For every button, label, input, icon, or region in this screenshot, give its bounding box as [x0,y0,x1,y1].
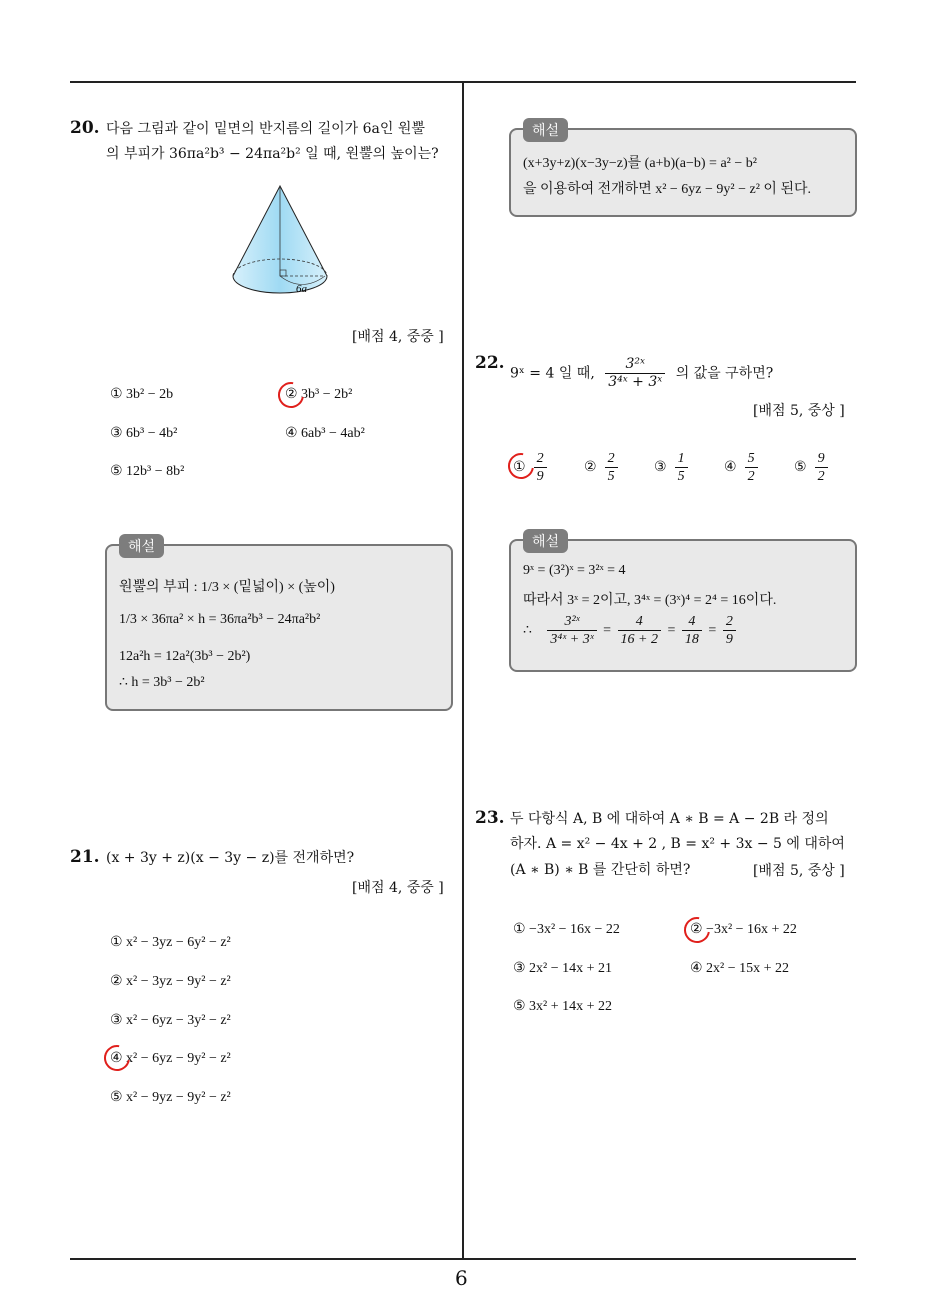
q21-text: (x + 3y + z)(x − 3y − z)를 전개하면? [106,850,355,866]
q22-fraction-den: 3⁴ˣ + 3ˣ [608,374,663,390]
solution-tag: 해설 [523,118,568,142]
solution-line: 12a²h = 12a²(3b³ − 2b²) [119,649,251,664]
q20-text-line2: 의 부피가 36πa²b³ − 24πa²b² 일 때, 원뿔의 높이는? [106,146,439,162]
cone-figure [225,180,335,305]
q22-text [510,356,773,391]
q22-option-1[interactable]: ① $\frac{2}{9}$ [513,450,547,485]
q22-solution-box [509,534,857,672]
solution-line: 을 이용하여 전개하면 x² − 6yz − 9y² − z² 이 된다. [523,182,811,197]
solution-tag: 해설 [523,529,568,553]
solution-line: (x+3y+z)(x−3y−z)를 (a+b)(a−b) = a² − b² [523,156,757,171]
q20-meta: [배점 4, 중중 ] [352,329,444,345]
q21-option-1[interactable]: ① x² − 3yz − 6y² − z² [110,935,231,950]
answer-mark [99,1040,135,1076]
answer-mark [273,377,309,413]
q23-option-5[interactable]: ⑤ 3x² + 14x + 22 [513,999,613,1014]
q23-option-4[interactable]: ④ 2x² − 15x + 22 [690,961,790,976]
q20-option-5[interactable]: ⑤ 12b³ − 8b² [110,464,185,479]
q20-number: 20. [70,118,100,138]
solution-line: 9ˣ = (3²)ˣ = 3²ˣ = 4 [523,563,626,578]
q22-option-5[interactable]: ⑤ $\frac{9}{2}$ [794,450,828,485]
q21-number: 21. [70,847,100,867]
q20-text-line1: 다음 그림과 같이 밑면의 반지름의 길이가 6a인 원뿔 [106,121,425,137]
q20-option-2[interactable]: ② 3b³ − 2b² [285,387,353,402]
q20-solution-box [105,539,453,711]
q22-meta: [배점 5, 중상 ] [753,403,845,419]
q22-fraction-num: 3²ˣ [605,356,665,374]
q21-option-5[interactable]: ⑤ x² − 9yz − 9y² − z² [110,1090,231,1105]
q22-text-pre: 9ˣ = 4 일 때, [510,365,595,382]
q22-number: 22. [475,353,505,373]
solution-line: ∴ h = 3b³ − 2b² [119,675,205,690]
q20-option-1[interactable]: ① 3b² − 2b [110,387,174,402]
q23-text-line1: 두 다항식 A, B 에 대하여 A ∗ B = A − 2B 라 정의 [510,811,829,827]
q21-solution-box [509,123,857,217]
solution-line: ∴ $\frac{\text{3²ˣ}}{\text{3⁴ˣ + 3ˣ}}$ = $\frac{4}{16 + 2}$ = $\frac{4}{18}$ = $\frac{2}{9}$ [523,613,736,648]
answer-mark [679,912,715,948]
q22-text-post: 의 값을 구하면? [675,365,774,382]
cone-radius-label: 6a [296,283,307,295]
q21-option-2[interactable]: ② x² − 3yz − 9y² − z² [110,974,231,989]
q22-fraction [605,356,665,391]
q22-option-2[interactable]: ② $\frac{2}{5}$ [584,450,618,485]
q23-text-line2: 하자. A = x² − 4x + 2 , B = x² + 3x − 5 에 대하여 [510,836,845,852]
q23-number: 23. [475,808,505,828]
q20-option-3[interactable]: ③ 6b³ − 4b² [110,426,178,441]
solution-tag: 해설 [119,534,164,558]
q23-option-2[interactable]: ② −3x² − 16x + 22 [690,922,797,937]
q23-text-line3: (A ∗ B) ∗ B 를 간단히 하면? [510,862,691,878]
q23-meta: [배점 5, 중상 ] [753,863,845,879]
page-number: 6 [455,1266,468,1290]
column-divider [462,81,464,1260]
q20-option-4[interactable]: ④ 6ab³ − 4ab² [285,426,365,441]
bottom-rule [70,1258,856,1260]
q22-option-3[interactable]: ③ $\frac{1}{5}$ [654,450,688,485]
solution-line: 따라서 3ˣ = 2이고, 3⁴ˣ = (3ˣ)⁴ = 2⁴ = 16이다. [523,593,777,608]
q23-option-1[interactable]: ① −3x² − 16x − 22 [513,922,620,937]
q21-meta: [배점 4, 중중 ] [352,880,444,896]
solution-line: 원뿔의 부피 : 1/3 × (밑넓이) × (높이) [119,580,335,595]
q23-option-3[interactable]: ③ 2x² − 14x + 21 [513,961,613,976]
solution-line: 1/3 × 36πa² × h = 36πa²b³ − 24πa²b² [119,612,321,627]
q21-option-3[interactable]: ③ x² − 6yz − 3y² − z² [110,1013,231,1028]
q22-option-4[interactable]: ④ $\frac{5}{2}$ [724,450,758,485]
q21-option-4[interactable]: ④ x² − 6yz − 9y² − z² [110,1051,231,1066]
